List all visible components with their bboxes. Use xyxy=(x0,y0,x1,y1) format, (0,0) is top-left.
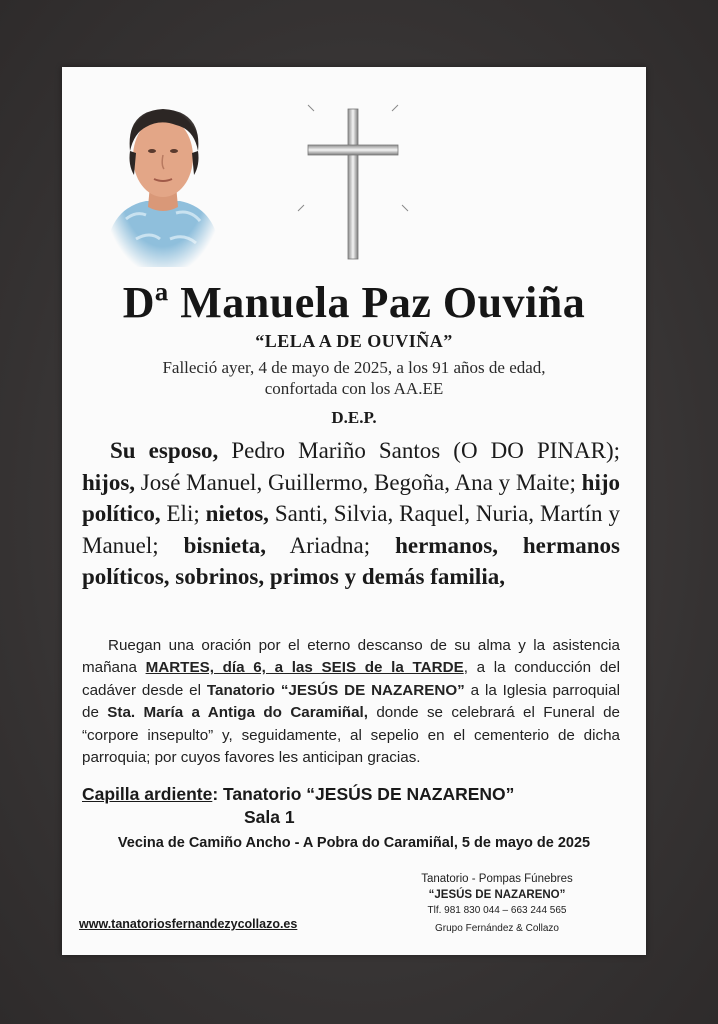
hijos-text: José Manuel, Guillermo, Begoña, Ana y Maite; xyxy=(135,469,582,495)
prayer-text-2: , a la conducción del cadáver desde el xyxy=(82,659,621,699)
bisnieta-label: bisnieta, xyxy=(183,532,267,558)
church-name: Sta. María a Antiga do Caramiñal, xyxy=(107,704,368,722)
tanatorio-name: Tanatorio “JESÚS DE NAZARENO” xyxy=(206,681,465,699)
service-date: MARTES, día 6, a las SEIS de la TARDE xyxy=(145,659,464,677)
dep-label: D.E.P. xyxy=(331,408,377,427)
esposo-text: Pedro Mariño Santos (O DO PINAR); xyxy=(218,438,620,463)
residence-line: Vecina de Camiño Ancho - A Pobra do Caramiñal, 5 de mayo de 2025 xyxy=(117,835,591,851)
chapel-value: : Tanatorio “JESÚS DE NAZARENO” xyxy=(212,784,515,804)
obituary-sheet xyxy=(62,67,646,955)
chapel-line xyxy=(82,783,620,806)
family-paragraph xyxy=(82,435,620,593)
prayer-text-1: Ruegan una oración por el eterno descanso de su alma y la asistencia mañana xyxy=(82,637,620,677)
cross-icon xyxy=(296,99,410,267)
death-date-line: Falleció ayer, 4 de mayo de 2025, a los 91 años de edad, xyxy=(162,358,546,377)
room-label: Sala 1 xyxy=(244,807,295,827)
nickname: “LELA A DE OUVIÑA” xyxy=(255,331,453,351)
deceased-name: Dª Manuela Paz Ouviña xyxy=(122,278,586,327)
funeral-home-info xyxy=(392,871,602,937)
nietos-label: nietos, xyxy=(205,501,269,526)
prayer-text-4: donde se celebrará el Funeral de “corpore insepulto” y, seguidamente, al sepelio en el cementerio de dicha parroquia; por cuyos favores les anticipan gracias. xyxy=(82,704,620,767)
bisnieta-text: Ariadna; xyxy=(266,532,396,558)
funeral-home-phone: Tlf. 981 830 044 – 663 244 565 xyxy=(427,905,567,916)
rest-family-label: hermanos, hermanos políticos, sobrinos, primos y demás familia, xyxy=(82,532,620,589)
sacraments-line: confortada con los AA.EE xyxy=(264,379,444,398)
death-notice xyxy=(62,357,646,399)
prayer-paragraph xyxy=(82,635,620,769)
hijos-label: hijos, xyxy=(82,469,136,495)
prayer-text-3: a la Iglesia parroquial de xyxy=(82,681,620,722)
funeral-home-name: “JESÚS DE NAZARENO” xyxy=(428,889,566,901)
website-link[interactable]: www.tanatoriosfernandezycollazo.es xyxy=(79,917,298,931)
funeral-home-group: Grupo Fernández & Collazo xyxy=(435,923,559,934)
hijo-politico-text: Eli; xyxy=(160,501,206,526)
chapel-label: Capilla ardiente xyxy=(82,784,213,804)
esposo-label: Su esposo, xyxy=(110,438,219,463)
portrait-photo xyxy=(106,89,220,267)
nietos-text: Santi, Silvia, Raquel, Nuria, Martín y Manuel; xyxy=(82,501,620,558)
hijo-politico-label: hijo político, xyxy=(82,469,620,526)
funeral-home-type: Tanatorio - Pompas Fúnebres xyxy=(421,873,573,885)
